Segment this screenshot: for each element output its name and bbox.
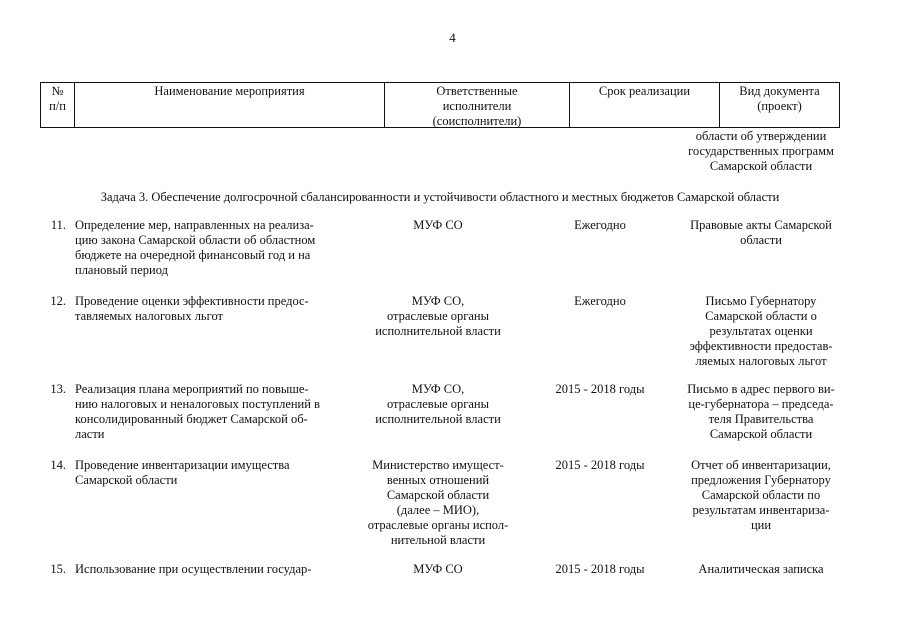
- row-number: 12.: [50, 294, 66, 308]
- row-name: Использование при осуществлении государ-: [75, 562, 312, 576]
- row-term: 2015 - 2018 годы: [555, 382, 645, 396]
- row-name: Проведение оценки эффективности предос- тавляемых налоговых льгот: [75, 294, 309, 323]
- row-document: Письмо в адрес первого ви- це-губернатора – председа- теля Правительства Самарской области: [687, 382, 835, 441]
- row-term: 2015 - 2018 годы: [555, 458, 645, 472]
- row-term: Ежегодно: [574, 294, 626, 308]
- header-document: Вид документа (проект): [719, 83, 839, 127]
- row-document: Правовые акты Самарской области: [690, 218, 832, 247]
- row-number: 11.: [50, 218, 66, 232]
- table-header: [40, 82, 840, 128]
- row-document: Письмо Губернатору Самарской области о результатах оценки эффективности предостав- ляемых налоговых льгот: [689, 294, 833, 368]
- header-responsible: Ответственные исполнители (соисполнители): [384, 83, 569, 127]
- task-title: Задача 3. Обеспечение долгосрочной сбалансированности и устойчивости областного и местных бюджетов Самарской области: [100, 190, 780, 204]
- row-number: 13.: [50, 382, 66, 396]
- row-term: 2015 - 2018 годы: [555, 562, 645, 576]
- row-responsible: МУФ СО: [413, 562, 463, 576]
- row-document: Отчет об инвентаризации, предложения Губернатору Самарской области по результатам инвентариза- ции: [691, 458, 831, 532]
- row-name: Проведение инвентаризации имущества Самарской области: [75, 458, 290, 487]
- continuation-text: области об утверждении государственных программ Самарской области: [688, 129, 834, 173]
- row-responsible: Министерство имущест- венных отношений Самарской области (далее – МИО), отраслевые органы испол- нительной власти: [367, 458, 509, 547]
- row-number: 14.: [50, 458, 66, 472]
- header-name: Наименование мероприятия: [74, 83, 384, 127]
- header-num: № п/п: [49, 84, 66, 113]
- row-responsible: МУФ СО, отраслевые органы исполнительной власти: [375, 382, 501, 426]
- row-responsible: МУФ СО, отраслевые органы исполнительной власти: [375, 294, 501, 338]
- row-term: Ежегодно: [574, 218, 626, 232]
- row-number: 15.: [50, 562, 66, 576]
- row-responsible: МУФ СО: [413, 218, 463, 232]
- page-number: 4: [449, 30, 456, 45]
- row-name: Реализация плана мероприятий по повыше- нию налоговых и неналоговых поступлений в консолидированный бюджет Самарской об- ласти: [75, 382, 320, 441]
- row-name: Определение мер, направленных на реализа- цию закона Самарской области об областном бюджете на очередной финансовый год и на плановый период: [75, 218, 316, 277]
- row-document: Аналитическая записка: [698, 562, 824, 576]
- header-term: Срок реализации: [569, 83, 719, 127]
